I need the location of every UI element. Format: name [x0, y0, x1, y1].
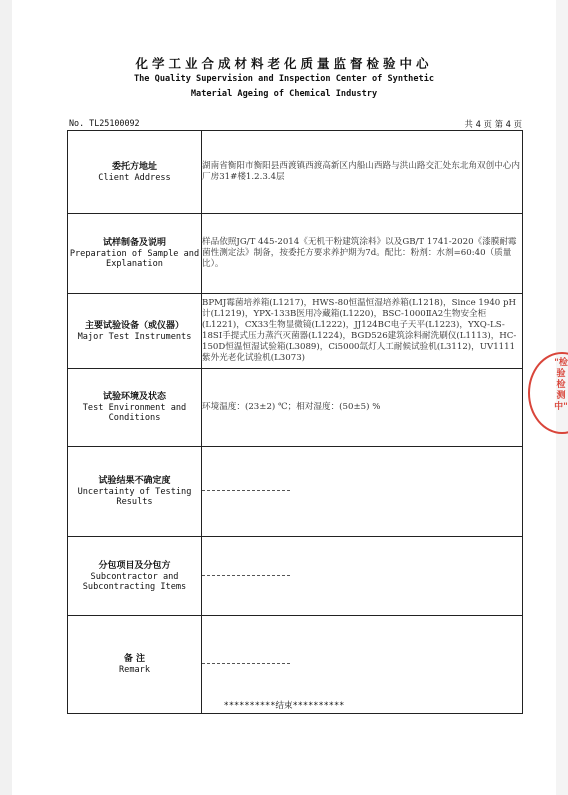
seal-text: "检验检测中" [554, 358, 568, 412]
row-label [68, 447, 202, 537]
row-label-cn: 备 注 [123, 654, 146, 664]
page-indicator: 共 4 页 第 4 页 [464, 119, 522, 129]
row-label-cn: 分包项目及分包方 [98, 560, 171, 571]
report-info-table [67, 130, 523, 714]
center-title-en-line2: Material Ageing of Chemical Industry [190, 89, 378, 99]
empty-dash-line [202, 663, 290, 664]
table-row-sample-preparation [68, 214, 523, 294]
test-environment-value: 环境温度：(23±2) ℃；相对湿度：(50±5) % [202, 369, 523, 447]
row-label-en: Preparation of Sample and Explanation [69, 249, 200, 269]
end-of-report-marker: **********结束********** [223, 701, 345, 711]
table-row-client-address [68, 131, 523, 214]
report-number: No. TL25100092 [69, 118, 140, 128]
row-label-cn: 试样制备及说明 [102, 238, 166, 248]
table-row-test-environment [68, 369, 523, 447]
subcontracting-value [202, 537, 523, 616]
left-margin-strip [0, 0, 12, 795]
table-row-subcontracting [68, 537, 523, 616]
empty-dash-line [202, 575, 290, 576]
row-label-en: Subcontractor and Subcontracting Items [82, 571, 187, 592]
empty-dash-line [202, 490, 290, 491]
center-title-cn: 化学工业合成材料老化质量监督检验中心 [135, 56, 433, 71]
row-label-en: Uncertainty of Testing Results [77, 487, 192, 507]
row-label [68, 294, 202, 369]
table-row-test-instruments [68, 294, 523, 369]
row-label [68, 131, 202, 214]
report-meta-row [69, 118, 522, 130]
row-label-cn: 试验环境及状态 [102, 392, 166, 402]
sample-preparation-value: 样品依照JG/T 445-2014《无机干粉建筑涂料》以及GB/T 1741-2020《漆膜耐霉菌性测定法》制备，按委托方要求养护期为7d。配比：粉剂：水剂=60:40（质量比）。 [202, 214, 523, 294]
row-label-cn: 主要试验设备（或仪器） [84, 320, 184, 331]
uncertainty-value [202, 447, 523, 537]
row-label-en: Remark [118, 665, 151, 675]
client-address-value: 湖南省衡阳市衡阳县西渡镇西渡高新区内船山西路与洪山路交汇处东北角双创中心内厂房31#楼1.2.3.4层 [202, 131, 523, 214]
row-label [68, 214, 202, 294]
row-label-en: Major Test Instruments [77, 331, 192, 342]
row-label [68, 537, 202, 616]
center-title-en-line1: The Quality Supervision and Inspection Center of Synthetic [133, 74, 435, 84]
row-label-en: Test Environment and Conditions [82, 403, 187, 423]
table-row-uncertainty [68, 447, 523, 537]
row-label [68, 369, 202, 447]
row-label-en: Client Address [98, 172, 171, 183]
row-label-cn: 委托方地址 [111, 161, 157, 172]
row-label-cn: 试验结果不确定度 [98, 476, 171, 486]
test-instruments-value: BPMJ霉菌培养箱(L1217)，HWS-80恒温恒湿培养箱(L1218)，Since 1940 pH计(L1219)，YPX-133B医用冷藏箱(L1220)，BSC-1000ⅡA2生物安全柜(L1221)，CX33生物显微镜(L1222)，JJ124BC电子天平(L1223)，YXQ-LS-18SI手提式压力蒸汽灭菌器(L1224)，BGD526建筑涂料耐洗刷仪(L1113)，HC-150D恒温恒湿试验箱(L3089)，Ci5000氙灯人工耐候试验机(L3112)，UV1111紫外光老化试验机(L3073) [202, 294, 523, 369]
